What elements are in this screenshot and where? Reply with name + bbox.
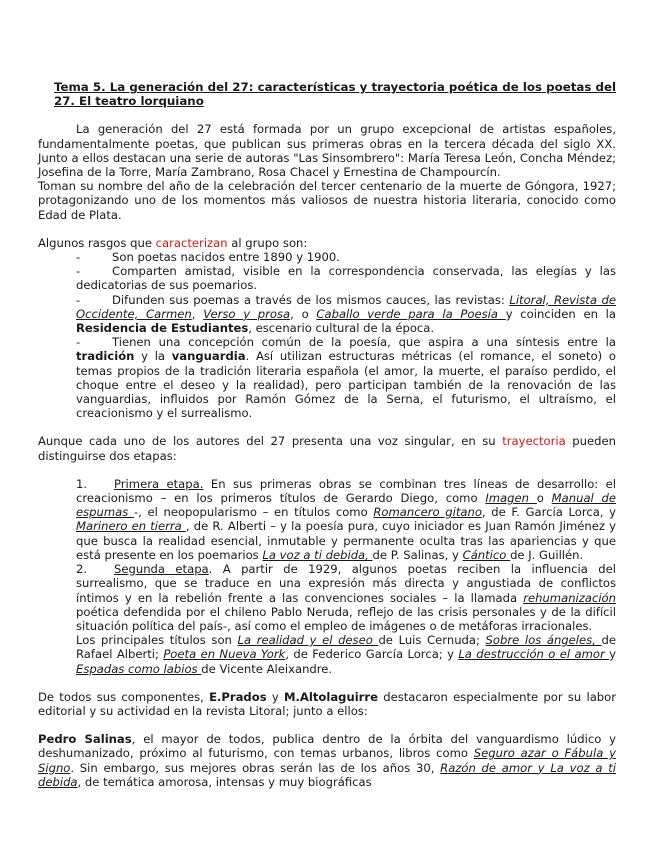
book-title: La realidad y el deseo (237, 633, 379, 648)
list-item: - Son poetas nacidos entre 1890 y 1900. (76, 250, 340, 265)
list-item: - Tienen una concepción común de la poesía, que aspira a una síntesis entre la tradición y la vanguardia. Así utilizan estructuras métricas (el romance, el soneto) o temas propios de la tradición literaria española (el amor, la muerte, el paraíso perdido, el choque entre el deseo y la realidad), pero participan también de la renovación de las vanguardias, influidos por Ramón Gómez de la Serna, el futurismo, el ultraísmo, el creacionismo y el surrealismo. (76, 335, 617, 421)
book-title: Seguro azar o Fábula y Signo (38, 746, 616, 775)
highlight-trayectoria: trayectoria (502, 434, 566, 449)
numbered-item-1: 1. Primera etapa. En sus primeras obras se combinan tres líneas de desarrollo: el creacionismo – en los primeros títulos de Gerardo Diego, como Imagen o Manual de espumas -, el neopopularismo – en títulos como Romancero gitano, de F. García Lorca, y Marinero en tierra , de R. Alberti – y la poesía pura, cuyo iniciador es Juan Ramón Jiménez y que busca la realidad esencial, inmutable y permanente oculta tras las apariencias y que está presente en los poemarios La voz a ti debida, de P. Salinas, y Cántico de J. Guillén. (76, 476, 617, 562)
bold-term: Residencia de Estudiantes (76, 321, 249, 336)
book-title: Razón de amor y La voz a ti debida (38, 760, 616, 789)
dash-marker: - (76, 264, 81, 279)
author-name: E.Prados (209, 689, 267, 704)
book-title: Cántico (462, 547, 511, 562)
author-name: M.Altolaguirre (283, 689, 378, 704)
numbered-item-2: 2. Segunda etapa. A partir de 1929, algunos poetas reciben la influencia del surrealismo, que se traduce en una expresión más directa y angustiada de conflictos íntimos y en la rebelión frente a las convenciones sociales – la llamada rehumanización poética defendida por el chileno Pablo Neruda, reflejo de las crisis personales y de la difícil situación política del país-, así como el empleo de imágenes o de metáforas irracionales. (76, 562, 616, 633)
author-name: Pedro Salinas (38, 732, 132, 747)
stage-label: Segunda etapa (114, 562, 209, 577)
book-title: Poeta en Nueva York (163, 647, 286, 662)
trayectoria-lead: Aunque cada uno de los autores del 27 presenta una voz singular, en su trayectoria pueden distinguirse dos etapas: (38, 434, 616, 463)
bold-term: vanguardia (171, 349, 246, 364)
dash-marker: - (76, 292, 81, 307)
list-item: - Difunden sus poemas a través de los mismos cauces, las revistas: Litoral, Revista de Occidente, Carmen, Verso y prosa, o Caballo verde para la Poesía y coinciden en la Residencia de Estudiantes, escenario cultural de la época. (76, 292, 617, 336)
stage-label: Primera etapa. (114, 476, 204, 491)
book-title: Manual de espumas (76, 491, 617, 520)
document-page (38, 80, 616, 789)
book-title: Imagen (485, 491, 537, 506)
book-title: Espadas como labios (76, 661, 202, 676)
intro-paragraph-1: La generación del 27 está formada por un grupo excepcional de artistas españoles, fundamentalmente poetas, que publican sus primeras obras en la tercera década del siglo XX. Junto a ellos destacan una serie de autoras "Las Sinsombrero": María Teresa León, Concha Méndez; Josefina de la Torre, María Zambrano, Rosa Chacel y Ernestina de Champourcín. (38, 122, 616, 180)
revista-title: Verso y prosa (203, 306, 291, 321)
componentes-paragraph: De todos sus componentes, E.Prados y M.Altolaguirre destacaron especialmente por su labor editorial y su actividad en la revista Litoral; junto a ellos: (38, 689, 617, 718)
intro-paragraph-2: Toman su nombre del año de la celebración del tercer centenario de la muerte de Góngora, 1927; protagonizando uno de los momentos más valiosos de nuestra historia literaria, conocido como Edad de Plata. (38, 179, 616, 222)
list-item: - Comparten amistad, visible en la correspondencia conservada, las elegías y las dedicatorias de sus poemarios. (76, 264, 616, 293)
dash-marker: - (76, 335, 81, 350)
dash-marker: - (76, 250, 81, 265)
highlight-caracterizan: caracterizan (155, 235, 228, 250)
book-title: La destrucción o el amor (458, 647, 610, 662)
rasgos-lead: Algunos rasgos que caracterizan al grupo son: (38, 235, 308, 250)
page-title: Tema 5. La generación del 27: características y trayectoria poética de los poetas del 27. El teatro lorquiano (54, 80, 616, 109)
bold-term: tradición (76, 349, 135, 364)
book-title: La voz a ti debida, (262, 547, 373, 562)
term-rehumanizacion: rehumanización (523, 590, 616, 605)
revista-title: Litoral, Revista de Occidente, Carmen (76, 292, 616, 321)
titles-paragraph: Los principales títulos son La realidad y el deseo de Luis Cernuda; Sobre los ángeles, de Rafael Alberti; Poeta en Nueva York, de Federico García Lorca; y La destrucción o el amor y Espadas como labios de Vicente Aleixandre. (76, 633, 617, 676)
revista-title: Caballo verde para la Poesía (316, 306, 506, 321)
salinas-paragraph: Pedro Salinas, el mayor de todos, publica dentro de la órbita del vanguardismo lúdico y deshumanizado, próximo al futurismo, con temas urbanos, libros como Seguro azar o Fábula y Signo. Sin embargo, sus mejores obras serán las de los años 30, Razón de amor y La voz a ti debida, de temática amorosa, intensas y muy biográficas (38, 732, 616, 789)
book-title: Marinero en tierra (76, 519, 186, 534)
book-title: Sobre los ángeles, (485, 633, 602, 648)
book-title: Romancero gitano (373, 505, 482, 520)
